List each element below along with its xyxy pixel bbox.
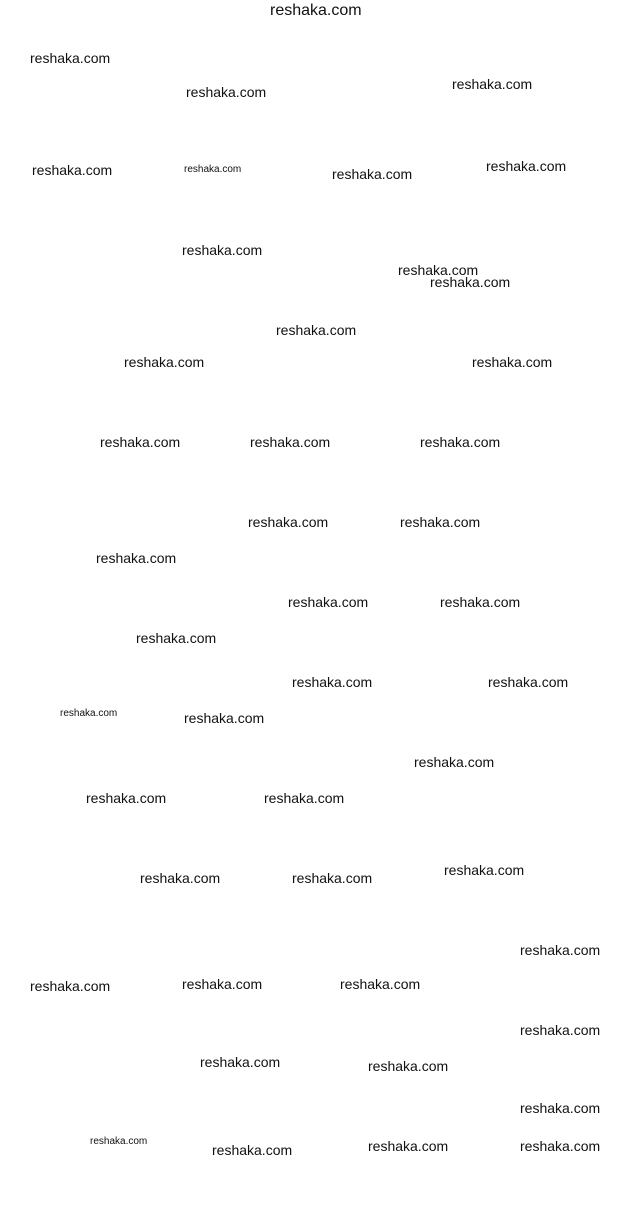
watermark: reshaka.com [488,674,569,690]
watermark: reshaka.com [182,242,263,258]
watermark: reshaka.com [452,76,533,92]
answer-item [0,1146,637,1222]
watermark: reshaka.com [32,162,113,178]
watermark: reshaka.com [182,976,263,992]
answer-item [0,92,637,168]
answer-line [0,210,637,248]
watermark: reshaka.com [520,1138,601,1154]
watermark: reshaka.com [30,978,111,994]
watermark: reshaka.com [332,166,413,182]
watermark: reshaka.com [340,976,421,992]
watermark: reshaka.com [30,50,111,66]
answer-line [0,640,637,678]
watermark: reshaka.com [292,674,373,690]
watermark: reshaka.com [248,514,329,530]
watermark: reshaka.com [288,594,369,610]
answer-line [0,756,637,794]
watermark: reshaka.com [520,1022,601,1038]
watermark: reshaka.com [292,870,373,886]
watermark: reshaka.com [184,710,265,726]
watermark: reshaka.com [414,754,495,770]
answer-item [0,250,637,326]
watermark: reshaka.com [186,84,267,100]
watermark: reshaka.com [276,322,357,338]
watermark: reshaka.com [90,1136,148,1147]
watermark: reshaka.com [96,550,177,566]
answer-line [0,92,637,130]
answer-line [0,834,637,872]
watermark: reshaka.com [520,1100,601,1116]
watermark: reshaka.com [60,708,118,719]
answer-line [0,288,637,326]
watermark: reshaka.com [140,870,221,886]
watermark: reshaka.com [430,274,511,290]
answer-line [0,718,637,756]
answer-line [0,250,637,288]
watermark: reshaka.com [200,1054,281,1070]
watermark: reshaka.com [368,1058,449,1074]
watermark: reshaka.com [400,514,481,530]
watermark: reshaka.com [212,1142,293,1158]
watermark: reshaka.com [472,354,553,370]
answer-line [0,366,637,404]
answer-line [0,1184,637,1222]
answer-item [0,718,637,832]
watermark: reshaka.com [124,354,205,370]
watermark: reshaka.com [398,262,479,278]
watermark: reshaka.com [250,434,331,450]
watermark: reshaka.com [100,434,181,450]
watermark: reshaka.com [264,790,345,806]
watermark: reshaka.com [486,158,567,174]
answer-item [0,172,637,248]
watermark: reshaka.com [184,164,242,175]
watermark: reshaka.com [520,942,601,958]
watermark: reshaka.com [86,790,167,806]
watermark: reshaka.com [270,2,362,19]
watermark: reshaka.com [440,594,521,610]
watermark: reshaka.com [136,630,217,646]
watermark: reshaka.com [444,862,525,878]
watermark: reshaka.com [420,434,501,450]
watermark: reshaka.com [368,1138,449,1154]
